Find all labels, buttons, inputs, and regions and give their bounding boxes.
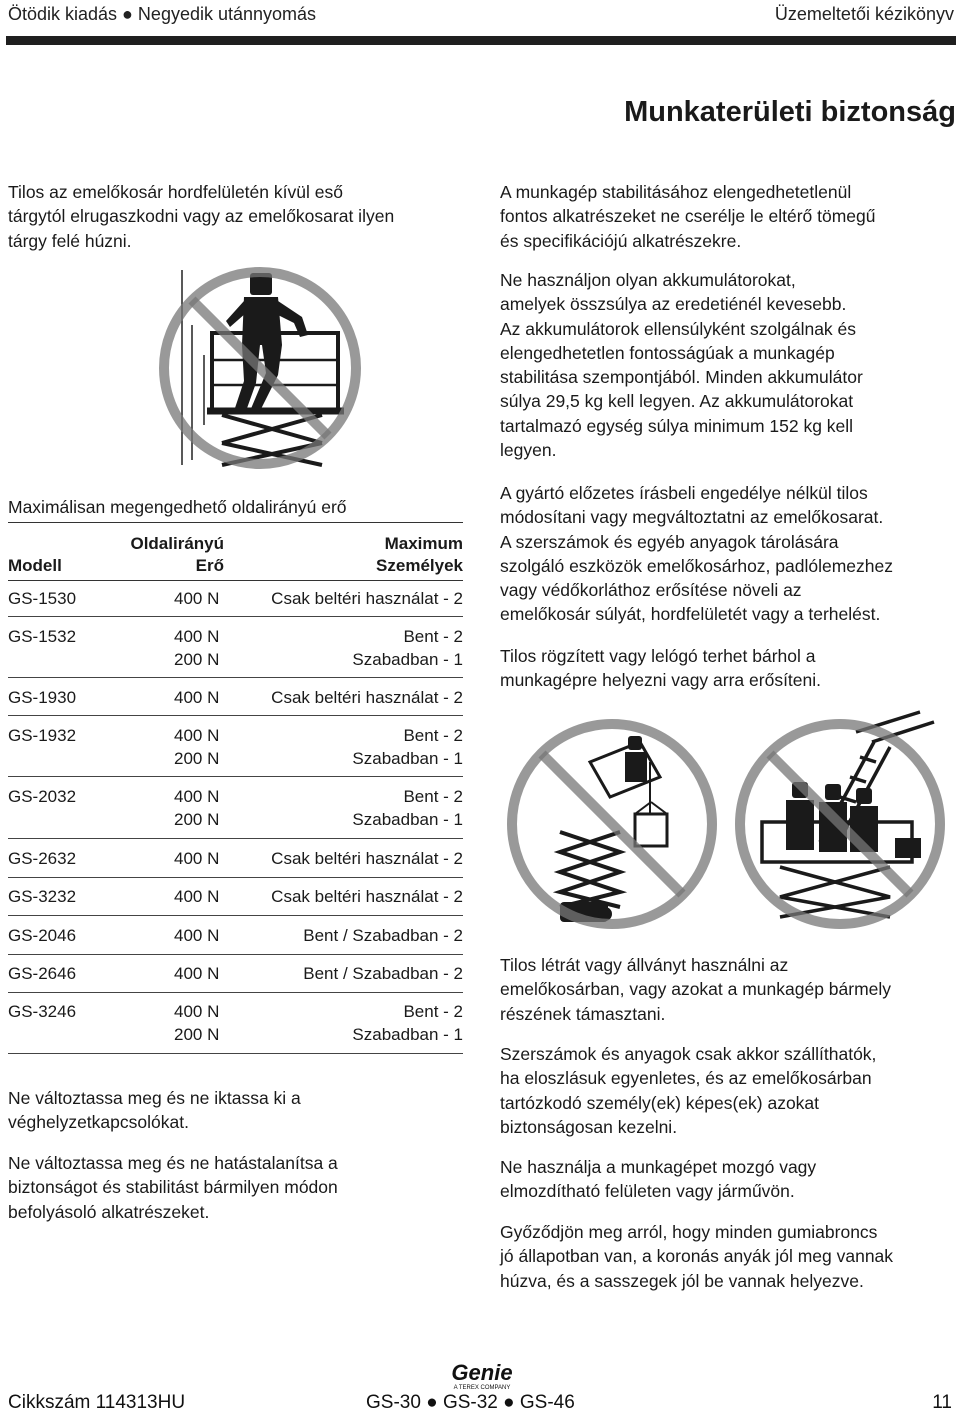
safety-components-paragraph: Ne változtassa meg és ne hatástalanítsa a biztonságot és stabilitást bármilyen módon befolyásoló alkatrészeket. (8, 1153, 338, 1222)
header-force-line1: Oldalirányú (130, 534, 224, 553)
row-divider (8, 915, 463, 916)
row-divider (8, 877, 463, 878)
tire-paragraph: Győződjön meg arról, hogy minden gumiabroncs jó állapotban van, a koronás anyák jól meg vannak húzva, és a sasszegek jól be vannak helyezve. (500, 1222, 894, 1291)
limit-switch-paragraph: Ne változtassa meg és ne iktassa ki a véghelyzetkapcsolókat. (8, 1088, 301, 1133)
header-manual-title: Üzemeltetői kézikönyv (774, 4, 954, 24)
prohibited-pulling-illustration (152, 265, 368, 471)
page-number: 11 (932, 1392, 952, 1413)
row-divider (8, 838, 463, 839)
header-model: Modell (8, 556, 62, 575)
components-paragraph: A munkagép stabilitásához elengedhetetlenül fontos alkatrészeket ne cserélje le eltérő tömegű és specifikációjú alkatrészekre. (500, 182, 876, 251)
intro-paragraph: Tilos az emelőkosár hordfelületén kívül eső tárgytól elrugaszkodni vagy az emelőkosarat ilyen tárgy felé húzni. (8, 182, 395, 251)
part-number: Cikkszám 114313HU (8, 1392, 186, 1413)
prohibited-hanging-load-ladder-illustration (500, 702, 948, 934)
row-divider (8, 954, 463, 955)
modification-paragraph: A gyártó előzetes írásbeli engedélye nélkül tilos módosítani vagy megváltoztatni az emelőkosarat. A szerszámok és egyéb anyagok tárolására szolgáló eszközök emelőkosárhoz, padlólemezhez vagy védőkorláthoz erősítése növeli az emelőkosár súlyát, hordfelületét vagy a terhelést. (500, 483, 893, 625)
ladder-paragraph: Tilos létrát vagy állványt használni az emelőkosárban, vagy azokat a munkagép bármely részének támasztani. (500, 955, 892, 1024)
battery-paragraph: Ne használjon olyan akkumulátorokat, amelyek összsúlya az eredetiénél kevesebb. Az akkumulátorok ellensúlyként szolgálnak és elengedhetetlen fontosságúak a munkagép stabilitása szempontjából. Minden akkumulátor súlya 29,5 kg kell legyen. Az akkumulátorokat tartalmazó egység súlya minimum 152 kg kell legyen. (500, 270, 863, 461)
row-divider (8, 715, 463, 716)
header-edition: Ötödik kiadás ● Negyedik utánnyomás (8, 4, 317, 24)
row-divider (8, 677, 463, 678)
svg-text:Genie: Genie (451, 1360, 513, 1385)
table-header-rule (8, 580, 463, 581)
load-paragraph: Tilos rögzített vagy lelógó terhet bárhol a munkagépre helyezni vagy arra erősíteni. (500, 646, 822, 691)
header-rule (6, 36, 956, 45)
moving-surface-paragraph: Ne használja a munkagépet mozgó vagy elmozdítható felületen vagy járművön. (500, 1157, 817, 1202)
header-force-line2: Erő (195, 556, 224, 575)
svg-text:A TEREX COMPANY: A TEREX COMPANY (453, 1385, 511, 1391)
row-divider (8, 616, 463, 617)
table-title: Maximálisan megengedhető oldalirányú erő (8, 497, 347, 517)
tools-paragraph: Szerszámok és anyagok csak akkor szállíthatók, ha eloszlásuk egyenletes, és az emelőkosárban tartózkodó személy(ek) képes(ek) azokat biztonságosan kezelni. (500, 1044, 877, 1137)
row-divider (8, 992, 463, 993)
header-persons-line2: Személyek (376, 556, 463, 575)
table-bottom-rule (8, 1053, 463, 1054)
header-persons-line1: Maximum (384, 534, 463, 553)
section-title: Munkaterületi biztonság (624, 96, 956, 128)
table-top-rule (8, 522, 463, 523)
model-list: GS-30 ● GS-32 ● GS-46 (366, 1392, 575, 1413)
row-divider (8, 776, 463, 777)
